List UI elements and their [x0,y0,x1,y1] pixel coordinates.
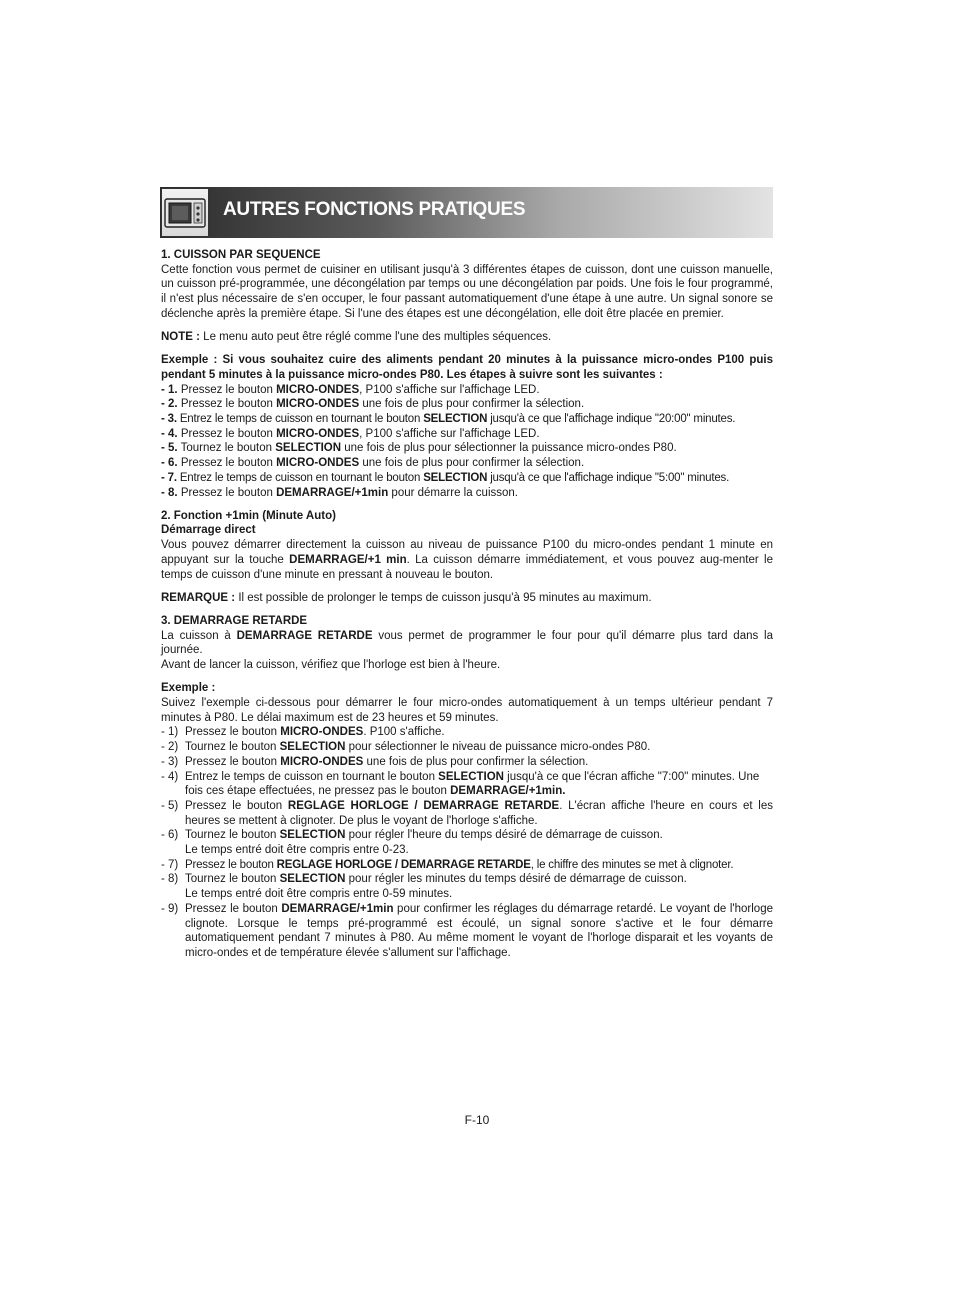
list-item: - 1. Pressez le bouton MICRO-ONDES, P100 s'affiche sur l'affichage LED. [161,383,540,396]
microwave-icon-box [161,188,209,237]
section-3-title: 3. DEMARRAGE RETARDE [161,614,308,627]
section-1-intro: Cette fonction vous permet de cuisiner en utilisant jusqu'à 3 différentes étapes de cuisson, dont une cuisson manuelle, un cuisson pré-programmée, une décongélation par temps ou une décongélation par poids. Une fois le four programmé, il n'est plus nécessaire de s'en occuper, le four passant automatiquement d'une étape à une autre. Un signal sonore se déclenche après la première étape. Si l'une des étapes est une décongélation, elle doit être placée en premier. [161,263,773,320]
remark-label: REMARQUE : [161,591,236,604]
example-2-text: Suivez l'exemple ci-dessous pour démarrer le four micro-ondes automatiquement à un temps ultérieur pendant 7 minutes à P80. Le délai maximum est de 23 heures et 59 minutes. [161,696,773,724]
section-2-subtitle: Démarrage direct [161,524,256,537]
list-item: - 4) Entrez le temps de cuisson en tournant le bouton SELECTION jusqu'à ce que l'écran affiche "7:00" minutes. Une fois ces étape effectuées, ne pressez pas le bouton DEMARRAGE/+1min. [161,770,760,798]
page-title: AUTRES FONCTIONS PRATIQUES [223,199,526,220]
section-1-title: 1. CUISSON PAR SEQUENCE [161,249,321,261]
note-label: NOTE : [161,331,200,344]
list-item: - 2) Tournez le bouton SELECTION pour sélectionner le niveau de puissance micro-ondes P80. [161,741,651,754]
list-item: - 9) Pressez le bouton DEMARRAGE/+1min pour confirmer les réglages du démarrage retardé. Le voyant de l'horloge clignote. Lorsque le temps pré-programmé est écoulé, un signal sonore s'active et le four démarre automatiquement pendant 7 minutes à P80. Au même moment le voyant de l'horloge disparait et les voyants de micro-ondes et de température élevée s'allument sur l'affichage. [161,902,773,959]
example-1-heading: Exemple : Si vous souhaitez cuire des aliments pendant 20 minutes à la puissance micro-ondes P100 puis pendant 5 minutes à la puissance micro-ondes P80. Les étapes à suivre sont les suivantes : [161,354,773,381]
list-item: - 4. Pressez le bouton MICRO-ONDES, P100 s'affiche sur l'affichage LED. [161,427,540,440]
microwave-icon [164,193,206,233]
page-number: F-10 [464,1113,490,1127]
list-item: - 8) Tournez le bouton SELECTION pour régler les minutes du temps désiré de démarrage de cuisson. Le temps entré doit être compris entre 0-59 minutes. [161,873,687,901]
list-item: - 5) Pressez le bouton REGLAGE HORLOGE / DEMARRAGE RETARDE. L'écran affiche l'heure en cours et les heures se mettent à clignoter. De plus le voyant de l'horloge s'affiche. [161,799,773,827]
list-item: - 7. Entrez le temps de cuisson en tournant le bouton SELECTION jusqu'à ce que l'affichage indique "5:00" minutes. [161,471,730,484]
list-item: - 6) Tournez le bouton SELECTION pour régler l'heure du temps désiré de démarrage de cuisson. Le temps entré doit être compris entre 0-23. [161,829,663,857]
section-3-paragraph-2: Avant de lancer la cuisson, vérifiez que l'horloge est bien à l'heure. [161,659,501,672]
list-item: - 3) Pressez le bouton MICRO-ONDES une fois de plus pour confirmer la sélection. [161,755,589,768]
list-item: - 7) Pressez le bouton REGLAGE HORLOGE / DEMARRAGE RETARDE, le chiffre des minutes se met à clignoter. [161,858,734,871]
list-item: - 6. Pressez le bouton MICRO-ONDES une fois de plus pour confirmer la sélection. [161,457,585,470]
list-item: - 1) Pressez le bouton MICRO-ONDES. P100 s'affiche. [161,726,445,739]
note: NOTE : Le menu auto peut être réglé comme l'une des multiples séquences. [161,331,552,344]
list-item: - 3. Entrez le temps de cuisson en tournant le bouton SELECTION jusqu'à ce que l'affichage indique "20:00" minutes. [161,413,736,426]
remark: REMARQUE : Il est possible de prolonger le temps de cuisson jusqu'à 95 minutes au maximum. [161,591,652,604]
section-2-paragraph: Vous pouvez démarrer directement la cuisson au niveau de puissance P100 du micro-ondes pendant 1 minute en appuyant sur la touche DEMARRAGE/+1 min. La cuisson démarre immédiatement, et vous pouvez aug-menter le temps de cuisson d'une minute en pressant à nouveau le bouton. [161,539,773,581]
list-item: - 5. Tournez le bouton SELECTION une fois de plus pour sélectionner la puissance micro-ondes P80. [161,442,677,455]
section-header [160,187,773,238]
list-item: - 8. Pressez le bouton DEMARRAGE/+1min pour démarre la cuisson. [161,486,518,499]
section-3-steps [161,725,773,960]
section-3-paragraph-1: La cuisson à DEMARRAGE RETARDE vous permet de programmer le four pour qu'il démarre plus tard dans la journée. [161,629,773,657]
main-content [161,248,773,961]
section-2-title: 2. Fonction +1min (Minute Auto) [161,509,336,522]
section-1-steps [161,383,773,501]
example-2-label: Exemple : [161,682,216,695]
list-item: - 2. Pressez le bouton MICRO-ONDES une fois de plus pour confirmer la sélection. [161,398,585,411]
